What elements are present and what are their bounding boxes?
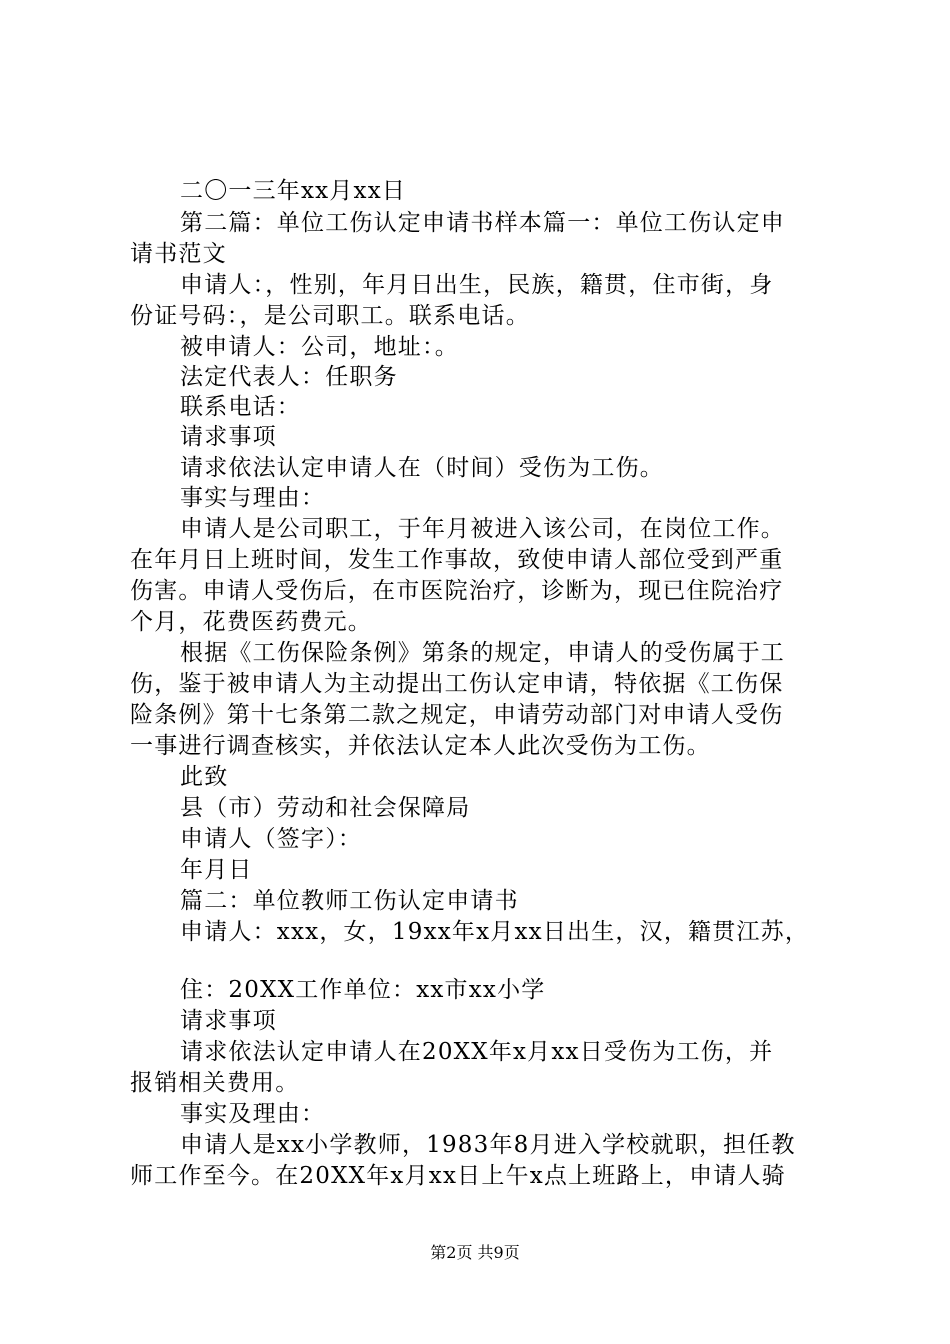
request-heading: 请求事项 bbox=[180, 424, 277, 450]
basis-line-3: 险条例》第十七条第二款之规定，申请劳动部门对申请人受伤 bbox=[130, 702, 784, 728]
section-title-line-2: 请书范文 bbox=[130, 241, 227, 267]
date-line: 二〇一三年xx月xx日 bbox=[180, 178, 407, 204]
basis-line-4: 一事进行调查核实，并依法认定本人此次受伤为工伤。 bbox=[130, 733, 711, 759]
teacher-facts-line-1: 申请人是xx小学教师，1983年8月进入学校就职，担任教 bbox=[180, 1132, 796, 1158]
recipient-line: 县（市）劳动和社会保障局 bbox=[180, 795, 471, 821]
section-two-title: 篇二：单位教师工伤认定申请书 bbox=[180, 888, 519, 914]
phone-line: 联系电话： bbox=[180, 394, 301, 420]
section-title-line-1: 第二篇：单位工伤认定申请书样本篇一：单位工伤认定申 bbox=[180, 210, 785, 236]
teacher-address-line: 住：20XX工作单位：xx市xx小学 bbox=[180, 977, 546, 1003]
facts-heading: 事实与理由： bbox=[180, 485, 326, 511]
teacher-facts-line-2: 师工作至今。在20XX年x月xx日上午x点上班路上，申请人骑 bbox=[130, 1163, 786, 1189]
applicant-line-2: 份证号码：，是公司职工。联系电话。 bbox=[130, 303, 530, 329]
facts-line-4: 个月，花费医药费元。 bbox=[130, 609, 372, 635]
teacher-request-line-1: 请求依法认定申请人在20XX年x月xx日受伤为工伤，并 bbox=[180, 1039, 774, 1065]
teacher-facts-heading: 事实及理由： bbox=[180, 1101, 326, 1127]
teacher-request-line-2: 报销相关费用。 bbox=[130, 1070, 300, 1096]
basis-line-2: 伤，鉴于被申请人为主动提出工伤认定申请，特依据《工伤保 bbox=[130, 671, 784, 697]
basis-line-1: 根据《工伤保险条例》第条的规定，申请人的受伤属于工 bbox=[180, 640, 785, 666]
signature-date-line: 年月日 bbox=[180, 857, 253, 883]
facts-line-1: 申请人是公司职工，于年月被进入该公司，在岗位工作。 bbox=[180, 516, 785, 542]
respondent-line: 被申请人：公司，地址：。 bbox=[180, 334, 459, 360]
facts-line-3: 伤害。申请人受伤后，在市医院治疗，诊断为，现已住院治疗 bbox=[130, 578, 784, 604]
request-text: 请求依法认定申请人在（时间）受伤为工伤。 bbox=[180, 455, 664, 481]
facts-line-2: 在年月日上班时间，发生工作事故，致使申请人部位受到严重 bbox=[130, 547, 784, 573]
page-footer: 第2页 共9页 bbox=[430, 1243, 520, 1262]
salutation-line: 此致 bbox=[180, 764, 229, 790]
applicant-line-1: 申请人：，性别，年月日出生，民族，籍贯，住市街，身 bbox=[180, 272, 774, 298]
signature-line: 申请人（签字）： bbox=[180, 826, 363, 852]
teacher-request-heading: 请求事项 bbox=[180, 1008, 277, 1034]
teacher-applicant-line: 申请人：xxx，女，19xx年x月xx日出生，汉，籍贯江苏， bbox=[180, 919, 810, 945]
legal-rep-line: 法定代表人：任职务 bbox=[180, 364, 398, 390]
